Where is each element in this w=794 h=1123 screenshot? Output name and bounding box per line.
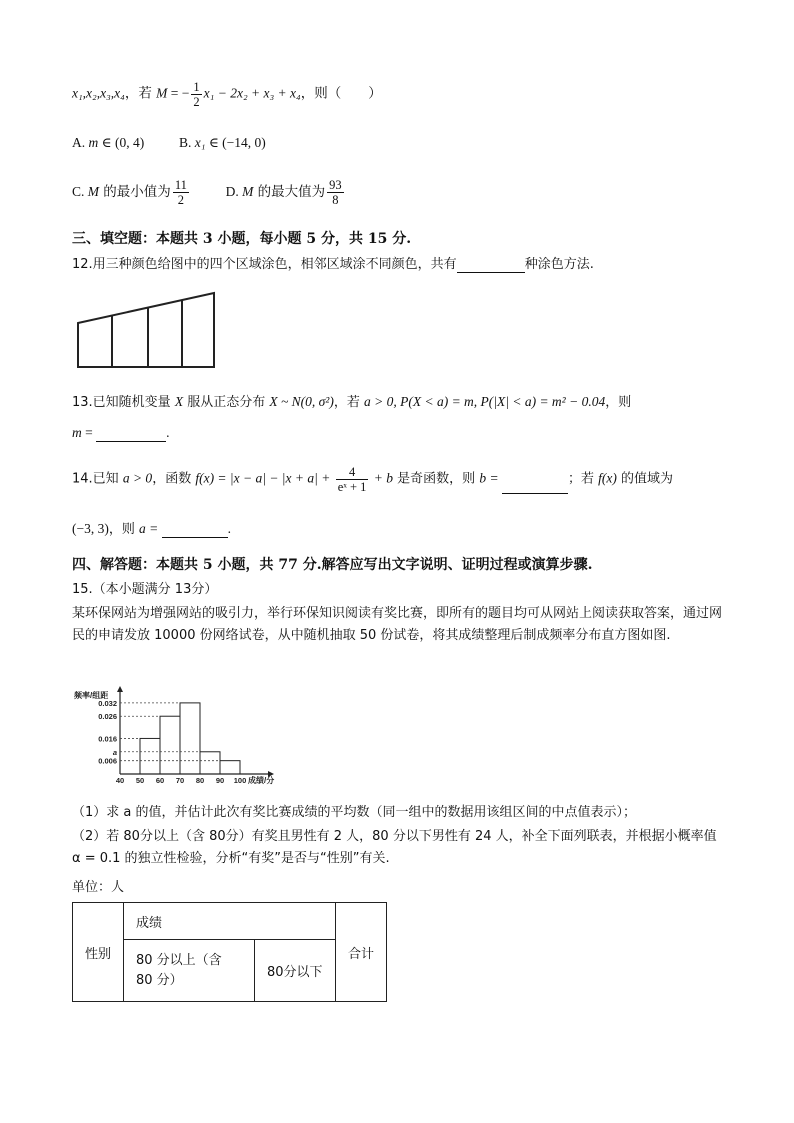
section-4-heading: 四、解答题：本题共 5 小题，共 77 分.解答应写出文字说明、证明过程或演算步骤.: [72, 557, 593, 573]
q12-pre: 12.用三种颜色给图中的四个区域涂色，相邻区域涂不同颜色，共有: [72, 257, 457, 272]
q14-stem: [72, 465, 673, 494]
q13-eq: =: [81, 425, 97, 440]
y-tick-label: 0.016: [98, 734, 117, 744]
option-a-var: m: [88, 135, 99, 150]
histogram-bar: [180, 703, 200, 774]
q11-option-b[interactable]: [179, 135, 266, 150]
option-b-label: B.: [178, 135, 195, 150]
q11-stem: [72, 80, 382, 109]
histogram-bar: [200, 752, 220, 774]
table-header-below-80: 80分以下: [255, 940, 336, 1002]
q14-frac-den: eˣ + 1: [337, 480, 367, 494]
q11-cond-pre: ，若: [124, 85, 157, 102]
table-header-above-80: 80 分以上（含 80 分）: [124, 940, 255, 1002]
q11-M: M: [156, 85, 168, 101]
x-tick-label: 50: [135, 776, 145, 785]
y-tick-label: 0.032: [98, 698, 117, 708]
y-tick-label: a: [112, 747, 117, 757]
q11-options-ab: [72, 135, 266, 152]
section-3-heading: 三、填空题：本题共 3 小题，每小题 5 分，共 15 分.: [72, 231, 412, 247]
q11-expr: x₁ − 2x₂ + x₃ + x₄: [203, 85, 301, 101]
q13-mid3: ，则: [605, 395, 632, 410]
q12-post: 种涂色方法.: [524, 257, 594, 272]
q15-part-1: （1）求 a 的值，并估计此次有奖比赛成绩的平均数（同一组中的数据用该组区间的中点值表示）；: [72, 805, 637, 820]
x-tick-label: 80: [195, 776, 205, 785]
option-d-den: 8: [332, 193, 339, 207]
table-header-total: 合计: [336, 903, 387, 1002]
q14-plus-b: + b: [370, 470, 394, 486]
q11-option-c[interactable]: [72, 178, 194, 207]
q13-answer-line: m = .: [72, 425, 170, 440]
x-tick-label: 90: [215, 776, 225, 785]
y-axis-arrow: [117, 686, 123, 692]
q15-part-2: （2）若 80分以上（含 80分）有奖且男性有 2 人，80 分以下男性有 24 人，补全下面列联表，并根据小概率值 α = 0.1 的独立性检验，分析“有奖”是否与“性别”有关.: [72, 829, 717, 866]
q13-dist: X ~ N(0, σ²): [269, 394, 334, 409]
q12-answer-blank[interactable]: [457, 258, 525, 273]
option-a-label: A.: [72, 135, 89, 150]
q14-b-eq: b =: [479, 470, 502, 486]
x-tick-label: 70: [175, 776, 185, 785]
q13-answer-blank[interactable]: [96, 427, 166, 442]
q11-options-cd: [72, 178, 346, 207]
q14-func-pre: ，函数: [152, 471, 196, 487]
q14-frac-num: 4: [336, 465, 369, 480]
option-c-num: 11: [174, 178, 187, 192]
table-header-gender: 性别: [73, 903, 124, 1002]
q11-option-d[interactable]: [225, 178, 346, 207]
q14-then-a: ，则: [108, 522, 139, 537]
q14-a-gt: a > 0: [122, 470, 153, 486]
q14-fraction: [336, 465, 369, 494]
histogram-bar: [160, 716, 180, 774]
q14-semi: ；若: [567, 471, 599, 487]
q14-range-text: 的值域为: [616, 471, 673, 487]
frequency-histogram: [72, 684, 282, 794]
option-c-var: M: [87, 183, 100, 199]
q14-mid: 是奇函数，则: [393, 471, 480, 487]
option-c-fraction: [173, 178, 189, 207]
q14-range: (−3, 3): [72, 521, 109, 536]
option-d-fraction: [327, 178, 344, 207]
histogram-bar: [140, 738, 160, 774]
q11-frac-num: 1: [193, 80, 200, 94]
q15-unit: 单位：人: [72, 880, 125, 895]
y-tick-label: 0.006: [98, 756, 117, 766]
figure-outline: [78, 293, 214, 367]
q14-end: .: [227, 521, 231, 536]
option-b-var: x₁: [194, 135, 206, 150]
q14-a-blank[interactable]: [162, 523, 228, 538]
option-d-var: M: [242, 183, 254, 199]
contingency-table: [72, 902, 387, 1002]
q13-mid1: 服从正态分布: [183, 395, 270, 410]
q11-eq: = −: [167, 85, 190, 101]
q13-mid2: ，若: [333, 395, 364, 410]
q13-X: X: [174, 394, 184, 409]
q14-fx: f(x): [598, 470, 617, 486]
option-b-text: ∈ (−14, 0): [205, 135, 266, 150]
q15-stem: 某环保网站为增强网站的吸引力，举行环保知识阅读有奖比赛，即所有的题目均可从网站上阅读获取答案，通过网民的申请发放 10000 份网络试卷，从中随机抽取 50 份试卷，将其成绩整理后制成频率分布直方图如图.: [72, 606, 723, 643]
option-c-text: 的最小值为: [99, 183, 171, 200]
option-c-label: C.: [72, 183, 88, 199]
q14-second-line: [72, 521, 231, 538]
x-tick-label: 60: [155, 776, 165, 785]
option-d-num: 93: [329, 178, 342, 192]
x-axis-label: 成绩/分: [248, 776, 275, 785]
q14-func: f(x) = |x − a| − |x + a| +: [195, 470, 334, 486]
q11-fraction: [191, 80, 201, 109]
q14-a-eq: a =: [139, 521, 162, 536]
q14-b-blank[interactable]: [502, 479, 568, 494]
q13-conds: a > 0, P(X < a) = m, P(|X| < a) = m² − 0.04: [363, 394, 606, 409]
q13-stem: [72, 394, 631, 411]
x-tick-label: 100: [233, 776, 247, 785]
option-a-text: ∈ (0, 4): [98, 135, 145, 150]
option-d-label: D.: [225, 183, 243, 199]
q12-stem: [72, 257, 594, 273]
q12-region-figure: [70, 285, 230, 375]
option-c-den: 2: [177, 193, 184, 207]
y-axis-label: 频率/组距: [74, 691, 109, 700]
q11-frac-den: 2: [193, 95, 200, 109]
q11-option-a[interactable]: [72, 135, 148, 150]
q11-tail: ，则（ ）: [300, 85, 382, 102]
option-d-text: 的最大值为: [253, 183, 326, 200]
table-header-score: 成绩: [124, 903, 336, 940]
q14-pre: 14.已知: [72, 471, 123, 487]
histogram-bar: [220, 761, 240, 774]
x-tick-label: 40: [115, 776, 125, 785]
q15-head: 15.（本小题满分 13分）: [72, 582, 218, 597]
q11-vars: x₁,x₂,x₃,x₄: [72, 85, 125, 101]
q13-pre: 13.已知随机变量: [72, 395, 175, 410]
q13-m: m: [72, 425, 82, 440]
y-tick-label: 0.026: [98, 712, 117, 722]
